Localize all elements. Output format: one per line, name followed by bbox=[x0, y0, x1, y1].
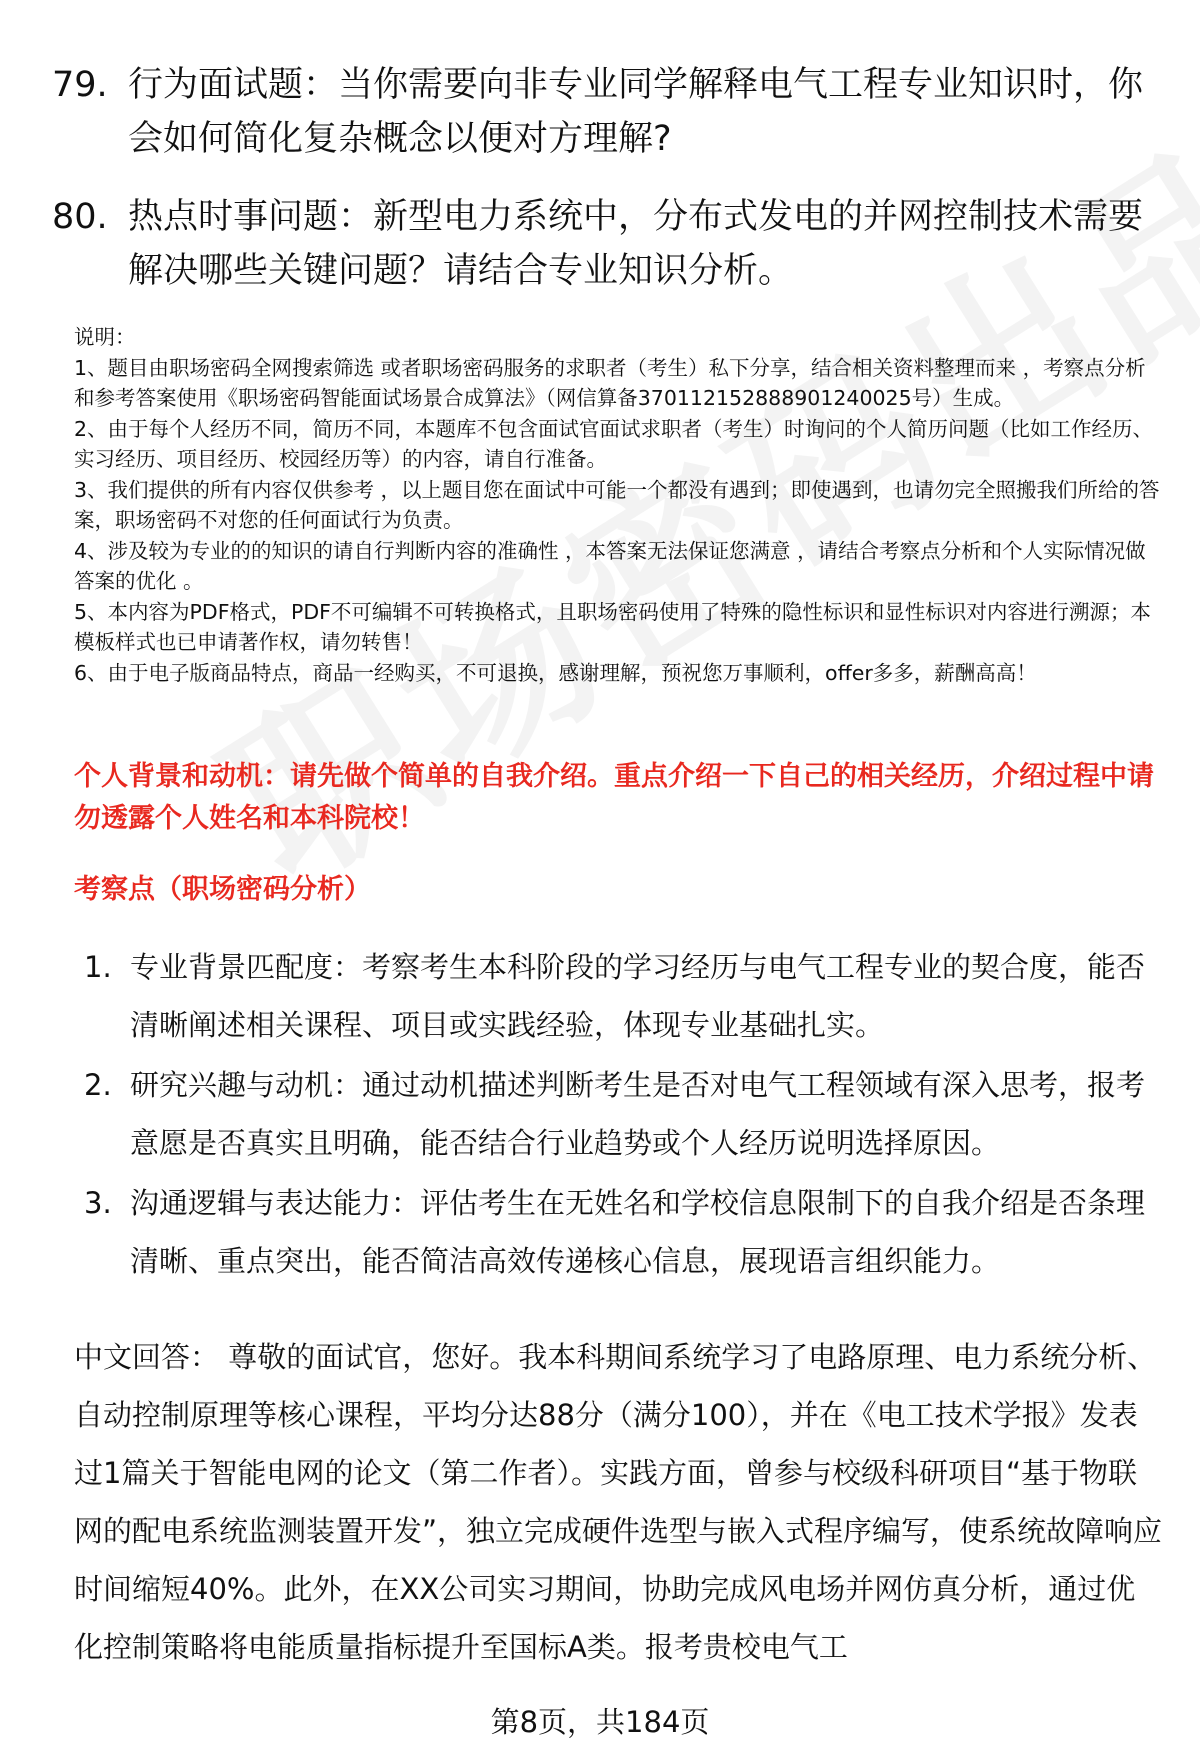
page-footer: 第8页，共184页 bbox=[490, 1705, 710, 1739]
note-item: 5、本内容为PDF格式，PDF不可编辑不可转换格式，且职场密码使用了特殊的隐性标识和显性标识对内容进行溯源；本模板样式也已申请著作权，请勿转售！ bbox=[74, 599, 1151, 654]
note-item: 4、涉及较为专业的的知识的请自行判断内容的准确性 ，本答案无法保证您满意 ，请结合考察点分析和个人实际情况做答案的优化 。 bbox=[74, 538, 1146, 593]
focus-list bbox=[84, 938, 1164, 1292]
answer-section bbox=[74, 1328, 1164, 1676]
focus-item bbox=[84, 938, 1164, 1054]
focus-text: 研究兴趣与动机：通过动机描述判断考生是否对电气工程领域有深入思考，报考意愿是否真实且明确，能否结合行业趋势或个人经历说明选择原因。 bbox=[130, 1068, 1146, 1160]
question-text: 行为面试题：当你需要向非专业同学解释电气工程专业知识时，你会如何简化复杂概念以便对方理解? bbox=[128, 65, 1144, 159]
note-item: 1、题目由职场密码全网搜索筛选 或者职场密码服务的求职者（考生）私下分享，结合相关资料整理而来 ，考察点分析和参考答案使用《职场密码智能面试场景合成算法》（网信算备370112152888901240025号）生成。 bbox=[74, 355, 1146, 410]
question-80 bbox=[52, 190, 1162, 298]
focus-heading: 考察点（职场密码分析） bbox=[74, 874, 371, 905]
intro-question: 个人背景和动机：请先做个简单的自我介绍。重点介绍一下自己的相关经历，介绍过程中请勿透露个人姓名和本科院校！ bbox=[74, 761, 1154, 834]
note-item: 6、由于电子版商品特点，商品一经购买，不可退换，感谢理解，预祝您万事顺利，offer多多，薪酬高高！ bbox=[74, 660, 1037, 685]
notes-title: 说明： bbox=[74, 325, 136, 349]
note-item: 3、我们提供的所有内容仅供参考 ，以上题目您在面试中可能一个都没有遇到；即使遇到，也请勿完全照搬我们所给的答案，职场密码不对您的任何面试行为负责。 bbox=[74, 477, 1160, 532]
question-text: 热点时事问题：新型电力系统中，分布式发电的并网控制技术需要解决哪些关键问题？请结合专业知识分析。 bbox=[128, 197, 1144, 291]
focus-index: 1. bbox=[84, 950, 112, 984]
answer-text: 尊敬的面试官，您好。我本科期间系统学习了电路原理、电力系统分析、自动控制原理等核心课程，平均分达88分（满分100），并在《电工技术学报》发表过1篇关于智能电网的论文（第二作者）。实践方面，曾参与校级科研项目“基于物联网的配电系统监测装置开发”，独立完成硬件选型与嵌入式程序编写，使系统故障响应时间缩短40%。此外，在XX公司实习期间，协助完成风电场并网仿真分析，通过优化控制策略将电能质量指标提升至国标A类。报考贵校电气工 bbox=[74, 1340, 1163, 1664]
question-79 bbox=[52, 58, 1162, 166]
focus-item bbox=[84, 1056, 1164, 1172]
focus-index: 2. bbox=[84, 1068, 112, 1102]
answer-label: 中文回答： bbox=[74, 1340, 220, 1374]
focus-index: 3. bbox=[84, 1186, 112, 1220]
note-item: 2、由于每个人经历不同，简历不同，本题库不包含面试官面试求职者（考生）时询问的个人简历问题（比如工作经历、实习经历、项目经历、校园经历等）的内容，请自行准备。 bbox=[74, 416, 1154, 471]
question-number: 79. bbox=[52, 65, 108, 105]
focus-text: 专业背景匹配度：考察考生本科阶段的学习经历与电气工程专业的契合度，能否清晰阐述相关课程、项目或实践经验，体现专业基础扎实。 bbox=[130, 950, 1146, 1042]
question-number: 80. bbox=[52, 197, 108, 237]
focus-item bbox=[84, 1174, 1164, 1290]
notes-section bbox=[74, 322, 1164, 688]
focus-text: 沟通逻辑与表达能力：评估考生在无姓名和学校信息限制下的自我介绍是否条理清晰、重点突出，能否简洁高效传递核心信息，展现语言组织能力。 bbox=[130, 1186, 1146, 1278]
